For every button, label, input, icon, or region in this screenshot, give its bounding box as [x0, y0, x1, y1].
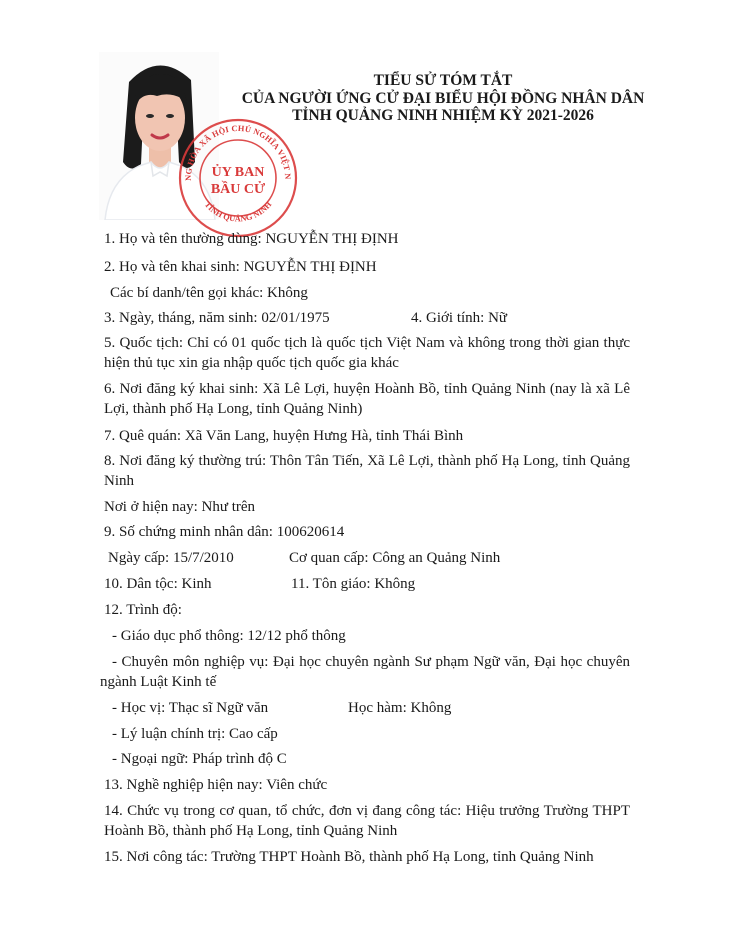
field-current-residence: Nơi ở hiện nay: Như trên: [104, 499, 256, 515]
field-gender: 4. Giới tính: Nữ: [411, 310, 508, 326]
election-committee-stamp: [175, 115, 301, 241]
field-occupation: 13. Nghề nghiệp hiện nay: Viên chức: [104, 777, 328, 793]
heading-line-3: TỈNH QUẢNG NINH NHIỆM KỲ 2021-2026: [292, 107, 594, 124]
field-position: 14. Chức vụ trong cơ quan, tổ chức, đơn vị đang công tác: Hiệu trưởng Trường THPT Hoành Bồ, thành phố Hạ Long, tỉnh Quảng Ninh: [104, 803, 630, 839]
field-specialty: - Chuyên môn nghiệp vụ: Đại học chuyên ngành Sư phạm Ngữ văn, Đại học chuyên ngành Luật Kinh tế: [100, 654, 630, 690]
field-issue-date: Ngày cấp: 15/7/2010: [108, 550, 234, 566]
svg-text:BẦU CỬ: BẦU CỬ: [210, 182, 266, 197]
field-issuer: Cơ quan cấp: Công an Quảng Ninh: [289, 550, 501, 566]
field-degree: - Học vị: Thạc sĩ Ngữ văn: [112, 700, 269, 716]
field-ethnicity: 10. Dân tộc: Kinh: [104, 576, 212, 592]
field-political-theory: - Lý luận chính trị: Cao cấp: [112, 726, 278, 742]
field-education-heading: 12. Trình độ:: [104, 602, 182, 618]
field-birth-date: 3. Ngày, tháng, năm sinh: 02/01/1975: [104, 310, 330, 326]
svg-text:CỘNG HÒA XÃ HỘI CHỦ NGHĨA VIỆT: NG HÒA XÃ HỘI CHỦ NGHĨA VIỆT N: [183, 123, 293, 181]
field-birth-registration: 6. Nơi đăng ký khai sinh: Xã Lê Lợi, huyện Hoành Bồ, tỉnh Quảng Ninh (nay là xã Lê Lợi, thành phố Hạ Long, tỉnh Quảng Ninh): [104, 381, 630, 417]
heading-line-2: CỦA NGƯỜI ỨNG CỬ ĐẠI BIỂU HỘI ĐỒNG NHÂN DÂN: [241, 89, 645, 107]
field-permanent-residence: 8. Nơi đăng ký thường trú: Thôn Tân Tiến, Xã Lê Lợi, thành phố Hạ Long, tỉnh Quảng Ninh: [104, 453, 630, 489]
field-nationality: 5. Quốc tịch: Chỉ có 01 quốc tịch là quốc tịch Việt Nam và không trong thời gian thực hiện thủ tục xin gia nhập quốc tịch quốc gia khác: [104, 335, 630, 371]
heading-line-1: TIỂU SỬ TÓM TẮT: [373, 72, 513, 89]
field-workplace: 15. Nơi công tác: Trường THPT Hoành Bồ, thành phố Hạ Long, tỉnh Quảng Ninh: [104, 849, 594, 865]
svg-text:TỈNH QUẢNG NINH: TỈNH QUẢNG NINH: [202, 199, 274, 224]
svg-text:ỦY BAN: ỦY BAN: [211, 165, 265, 180]
field-religion: 11. Tôn giáo: Không: [291, 576, 416, 592]
field-aliases: Các bí danh/tên gọi khác: Không: [110, 285, 308, 301]
field-birth-name: 2. Họ và tên khai sinh: NGUYỄN THỊ ĐỊNH: [104, 259, 377, 275]
field-hometown: 7. Quê quán: Xã Văn Lang, huyện Hưng Hà, tỉnh Thái Bình: [104, 428, 464, 444]
field-academic-title: Học hàm: Không: [348, 700, 452, 716]
document-heading: [228, 72, 658, 125]
field-general-education: - Giáo dục phổ thông: 12/12 phổ thông: [112, 628, 346, 644]
field-foreign-language: - Ngoại ngữ: Pháp trình độ C: [112, 751, 287, 767]
field-common-name: 1. Họ và tên thường dùng: NGUYỄN THỊ ĐỊNH: [104, 231, 399, 247]
field-id-number: 9. Số chứng minh nhân dân: 100620614: [104, 524, 345, 540]
